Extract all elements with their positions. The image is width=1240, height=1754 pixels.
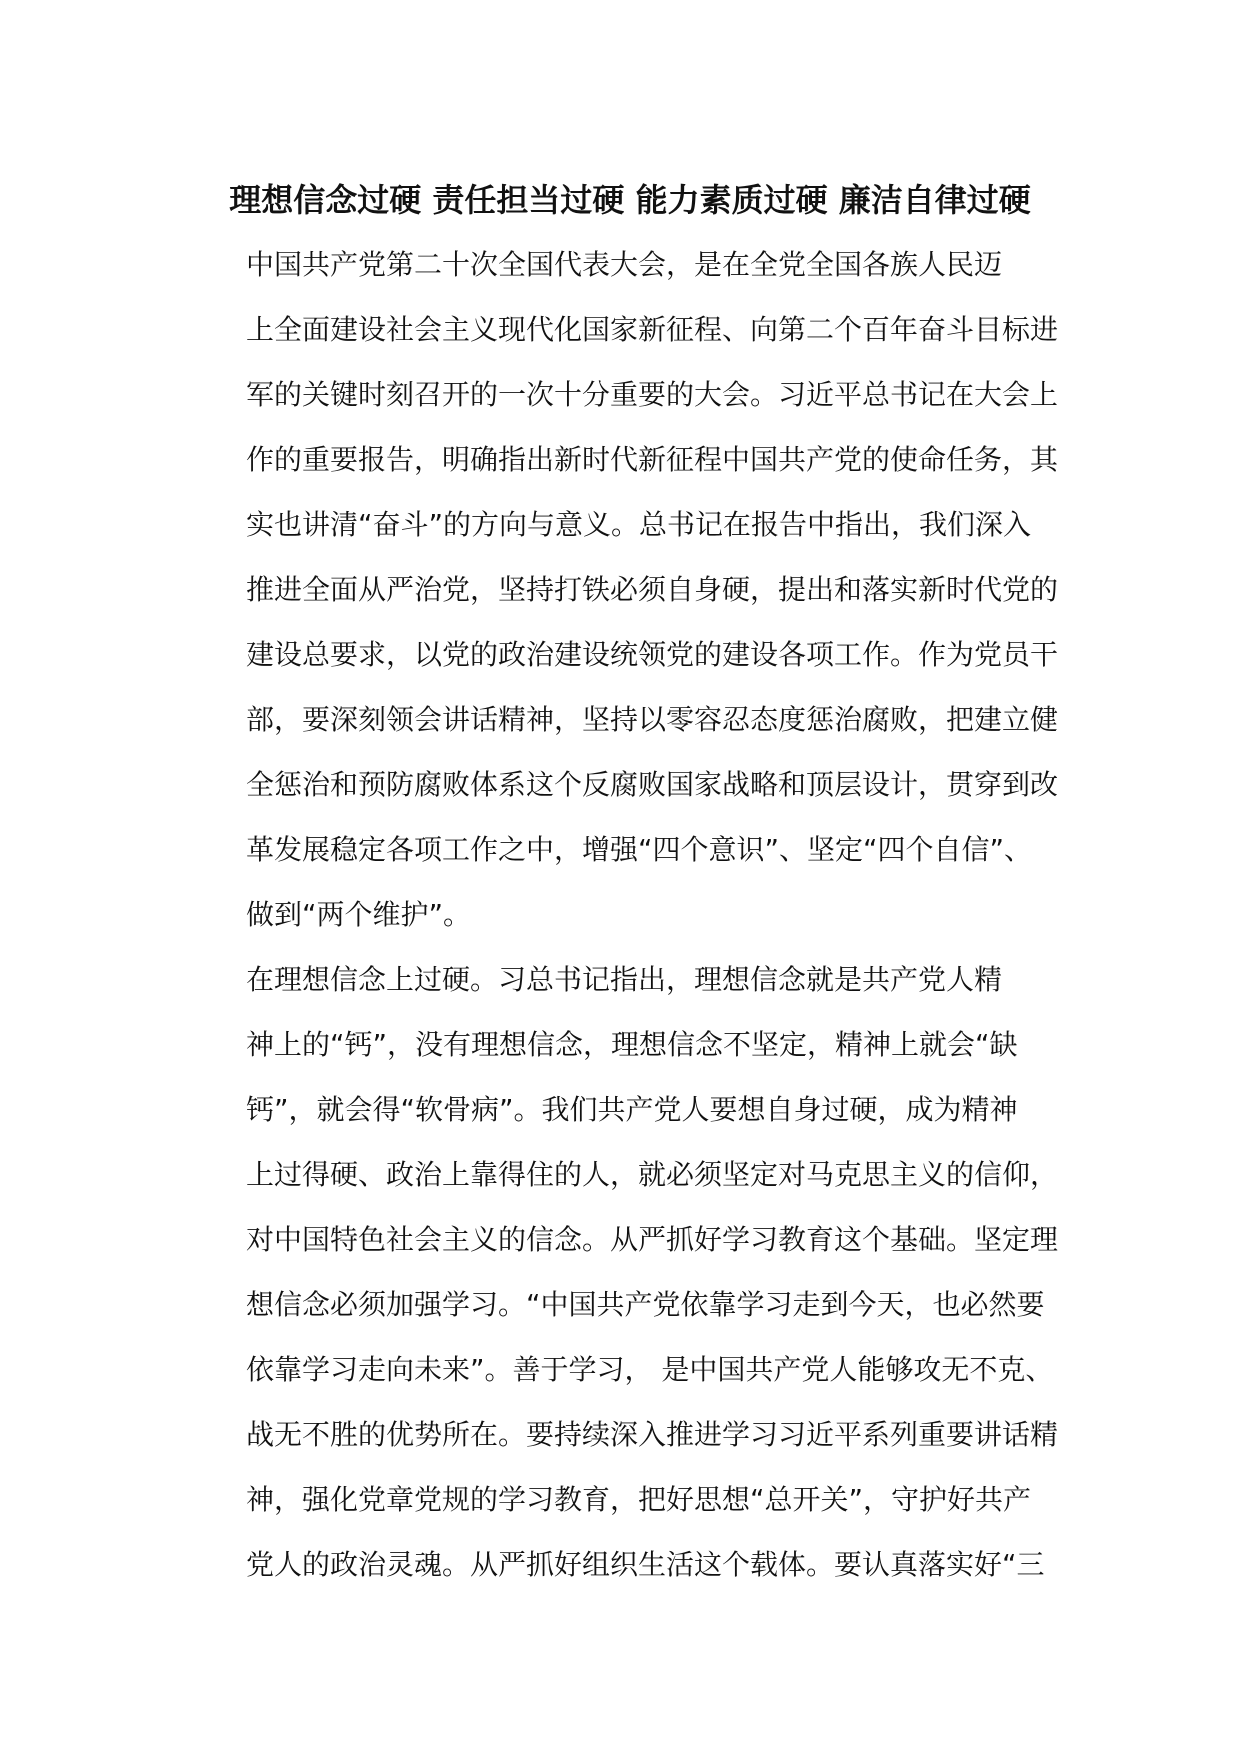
document-title: 理想信念过硬 责任担当过硬 能力素质过硬 廉洁自律过硬 [229,181,1031,219]
text-line: 对中国特色社会主义的信念。从严抓好学习教育这个基础。坚定理 [246,1223,1059,1256]
text-line: 神，强化党章党规的学习教育，把好思想“总开关”，守护好共产 [246,1483,1032,1516]
text-line: 做到“两个维护”。 [246,898,472,931]
text-line: 想信念必须加强学习。“中国共产党依靠学习走到今天，也必然要 [246,1288,1045,1321]
text-line: 战无不胜的优势所在。要持续深入推进学习习近平系列重要讲话精 [246,1418,1059,1451]
text-line: 上过得硬、政治上靠得住的人，就必须坚定对马克思主义的信仰， [246,1158,1059,1191]
text-line: 在理想信念上过硬。习总书记指出，理想信念就是共产党人精 [246,963,1003,996]
text-line: 依靠学习走向未来”。善于学习， 是中国共产党人能够攻无不克、 [246,1353,1054,1386]
text-line: 钙”，就会得“软骨病”。我们共产党人要想自身过硬，成为精神 [246,1093,1018,1126]
text-line: 神上的“钙”，没有理想信念，理想信念不坚定，精神上就会“缺 [246,1028,1018,1061]
text-line: 全惩治和预防腐败体系这个反腐败国家战略和顶层设计，贯穿到改 [246,768,1059,801]
text-line: 作的重要报告，明确指出新时代新征程中国共产党的使命任务，其 [246,443,1059,476]
text-line: 军的关键时刻召开的一次十分重要的大会。习近平总书记在大会上 [246,378,1059,411]
text-line: 实也讲清“奋斗”的方向与意义。总书记在报告中指出，我们深入 [246,508,1032,541]
paragraph-intro [188,232,1058,947]
document-page [188,172,1058,1597]
text-line: 革发展稳定各项工作之中，增强“四个意识”、坚定“四个自信”、 [246,833,1033,866]
text-line: 推进全面从严治党，坚持打铁必须自身硬，提出和落实新时代党的 [246,573,1059,606]
text-line: 中国共产党第二十次全国代表大会，是在全党全国各族人民迈 [246,248,1003,281]
paragraph-ideals [188,947,1058,1597]
text-line: 建设总要求，以党的政治建设统领党的建设各项工作。作为党员干 [246,638,1059,671]
text-line: 上全面建设社会主义现代化国家新征程、向第二个百年奋斗目标进 [246,313,1059,346]
text-line: 部，要深刻领会讲话精神，坚持以零容忍态度惩治腐败，把建立健 [246,703,1059,736]
text-line: 党人的政治灵魂。从严抓好组织生活这个载体。要认真落实好“三 [246,1548,1045,1581]
